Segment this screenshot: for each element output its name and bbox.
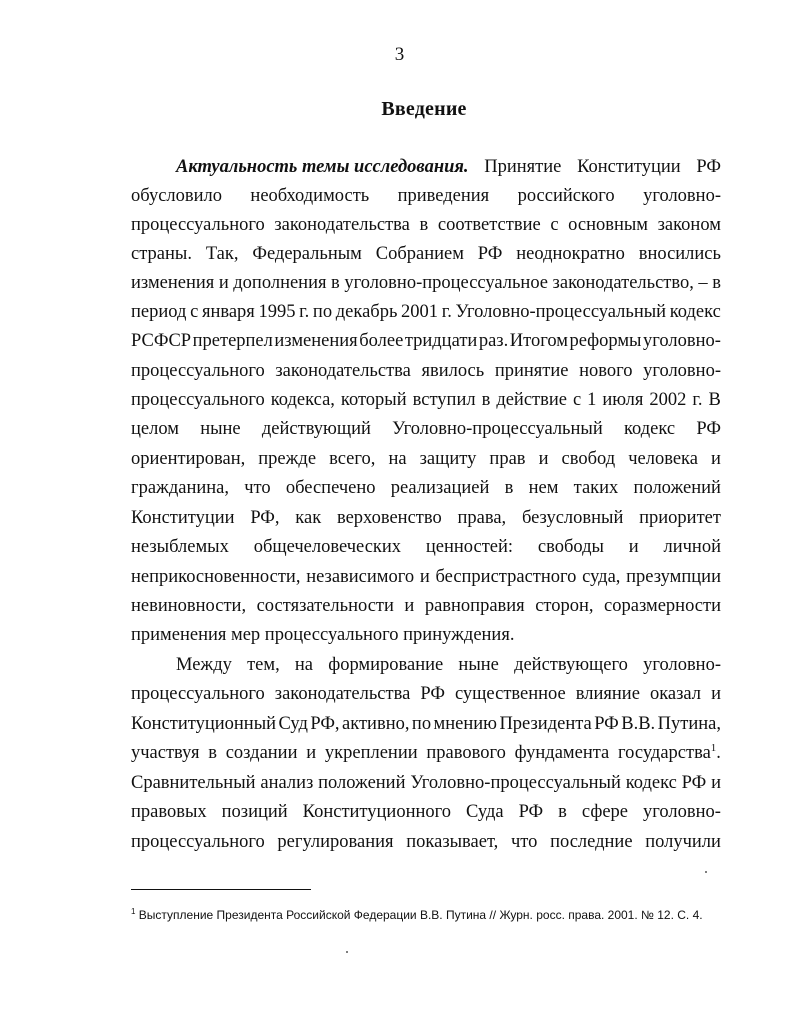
word: законодательство,	[552, 273, 694, 293]
word: что	[244, 478, 271, 498]
word: неоднократно	[516, 244, 625, 264]
word: страны.	[131, 244, 192, 264]
paragraph-1-line-8	[131, 360, 721, 382]
word: и	[306, 743, 317, 763]
word: изменения	[131, 273, 215, 293]
paragraph-1-line-10	[131, 418, 721, 440]
page-number: 3	[394, 44, 405, 65]
word: презумпции	[626, 567, 721, 587]
word: влияние	[575, 684, 640, 704]
word: РФ,	[310, 714, 340, 734]
word: в	[208, 743, 217, 763]
word: Итогом	[509, 331, 568, 351]
word: позиций	[221, 802, 288, 822]
word: незыблемых	[131, 537, 229, 557]
word: создании	[225, 743, 298, 763]
word: Конституции	[577, 157, 681, 177]
footnote-divider	[131, 889, 311, 890]
word: невиновности,	[131, 596, 247, 616]
word: июля	[602, 390, 644, 410]
word: нем	[528, 478, 559, 498]
word: 2001	[401, 302, 439, 322]
word: 2002	[649, 390, 687, 410]
word: основным	[568, 215, 648, 235]
word: уголовно-	[643, 655, 721, 675]
paragraph-1-line-4	[131, 243, 721, 265]
word: личной	[663, 537, 721, 557]
word: раз.	[478, 331, 509, 351]
word: РФ,	[250, 508, 280, 528]
word: правовых	[131, 802, 207, 822]
word: и	[711, 449, 721, 469]
word: действие	[496, 390, 567, 410]
paragraph-2-line-2	[131, 683, 721, 705]
word: процессуального	[131, 832, 265, 852]
word: ныне	[200, 419, 241, 439]
word: процессуального	[131, 684, 265, 704]
word: защиту	[419, 449, 477, 469]
word: Уголовно-процессуальный	[455, 302, 667, 322]
word: положений	[318, 773, 406, 793]
word: в	[504, 478, 514, 498]
word: уголовно-	[643, 361, 721, 381]
word: ориентирован,	[131, 449, 246, 469]
word: Суда	[466, 802, 504, 822]
word: прежде	[258, 449, 317, 469]
word: В.В.	[621, 714, 656, 734]
word: соразмерности	[604, 596, 721, 616]
word: в	[331, 273, 340, 293]
word: реформы	[569, 331, 642, 351]
word: получили	[645, 832, 721, 852]
word: по	[411, 714, 432, 734]
word: приоритет	[639, 508, 721, 528]
word: РСФСР	[131, 331, 192, 351]
paragraph-1-line-6	[131, 301, 721, 323]
word: формирование	[328, 655, 444, 675]
word: по	[312, 302, 333, 322]
word: Принятие	[484, 157, 562, 177]
word: изменения	[274, 331, 358, 351]
word: РФ	[594, 714, 619, 734]
word: и	[711, 773, 721, 793]
word: неприкосновенности,	[131, 567, 301, 587]
word: уголовно-	[642, 802, 721, 822]
word: Конституционный	[131, 714, 277, 734]
word: нового	[579, 361, 633, 381]
word: вступил	[412, 390, 476, 410]
word: Суд	[278, 714, 308, 734]
word: мнению	[433, 714, 497, 734]
paragraph-2-line-5	[131, 772, 721, 794]
scan-speck	[705, 871, 707, 873]
word: с	[190, 302, 199, 322]
word: вносились	[638, 244, 721, 264]
word: РФ	[477, 244, 503, 264]
word: и	[538, 449, 549, 469]
word: существенное	[454, 684, 566, 704]
word: В	[708, 390, 721, 410]
word: Уголовно-процессуальный	[410, 773, 621, 793]
word: РФ	[696, 157, 721, 177]
word: в	[558, 802, 567, 822]
paragraph-1-line-16	[131, 595, 721, 617]
word: равноправия	[424, 596, 525, 616]
word: кодекс	[669, 302, 721, 322]
word: ценностей:	[425, 537, 514, 557]
word: РФ	[696, 419, 721, 439]
footnote	[131, 907, 731, 923]
word: г.	[441, 302, 452, 322]
word: государства	[618, 743, 711, 763]
paragraph-2-line-1	[176, 654, 721, 676]
word: что	[510, 832, 538, 852]
word: действующего	[514, 655, 628, 675]
word: правового	[426, 743, 506, 763]
word: уголовно-процессуальное	[344, 273, 549, 293]
word: процессуального	[131, 215, 265, 235]
word: тридцати	[404, 331, 478, 351]
paragraph-1-line-12	[131, 477, 721, 499]
bold-lead: Актуальность темы исследования.	[176, 157, 469, 177]
word: гражданина,	[131, 478, 229, 498]
word: РФ	[681, 773, 707, 793]
word-with-footnote	[618, 742, 721, 764]
paragraph-2-line-7	[131, 831, 721, 853]
word: процессуального	[131, 361, 265, 381]
word: Конституционного	[302, 802, 452, 822]
word: уголовно-	[643, 186, 721, 206]
word: Конституции	[131, 508, 235, 528]
paragraph-1-line-2	[131, 185, 721, 207]
word: и	[218, 273, 229, 293]
word: с	[572, 390, 582, 410]
paragraph-1-line-3	[131, 214, 721, 236]
word: г.	[299, 302, 310, 322]
word: российского	[517, 186, 615, 206]
footnote-marker: 1	[131, 907, 136, 916]
word: Путина,	[657, 714, 721, 734]
word: реализацией	[390, 478, 490, 498]
word: –	[698, 273, 708, 293]
paragraph-1-line-11	[131, 448, 721, 470]
word: суда,	[582, 567, 621, 587]
word: законодательства	[275, 361, 411, 381]
footnote-ref: 1	[710, 741, 717, 754]
word: законом	[657, 215, 721, 235]
word: Собранием	[375, 244, 464, 264]
word: принятие	[494, 361, 569, 381]
word: последние	[550, 832, 633, 852]
paragraph-1-line-15	[131, 566, 721, 588]
paragraph-1-line-13	[131, 507, 721, 529]
word: законодательства	[274, 215, 410, 235]
word: января	[201, 302, 255, 322]
word: в	[712, 273, 721, 293]
word: участвуя	[131, 743, 200, 763]
word: декабрь	[335, 302, 398, 322]
word: таких	[573, 478, 619, 498]
word: с	[550, 215, 559, 235]
word: фундамента	[514, 743, 610, 763]
word: явилось	[421, 361, 485, 381]
paragraph-1-line-17: применения мер процессуального принуждения.	[131, 625, 515, 645]
word: анализ	[260, 773, 314, 793]
word: тем,	[247, 655, 280, 675]
paragraph-1-line-7	[131, 330, 721, 352]
word: который	[340, 390, 407, 410]
word: на	[388, 449, 407, 469]
word: РФ	[420, 684, 445, 704]
word: безусловный	[521, 508, 624, 528]
word: действующий	[261, 419, 371, 439]
word: оказал	[649, 684, 702, 704]
word: регулирования	[277, 832, 394, 852]
paragraph-1-line-1	[176, 156, 721, 178]
word: и	[419, 567, 430, 587]
footnote-text: Выступление Президента Российской Федерации В.В. Путина // Журн. росс. права. 2001. № 12. С. 4.	[135, 908, 703, 922]
word: в	[481, 390, 491, 410]
word: 1	[587, 390, 597, 410]
word: положений	[633, 478, 721, 498]
word: целом	[131, 419, 179, 439]
word: Между	[176, 655, 232, 675]
paragraph-1-line-9	[131, 389, 721, 411]
word: необходимость	[250, 186, 370, 206]
page-heading: Введение	[381, 98, 467, 120]
word: более	[359, 331, 404, 351]
word: всего,	[329, 449, 376, 469]
word: и	[404, 596, 415, 616]
word: в	[419, 215, 429, 235]
word: Уголовно-процессуальный	[392, 419, 603, 439]
word: на	[294, 655, 314, 675]
word: свобод	[561, 449, 616, 469]
word: состязательности	[256, 596, 394, 616]
word: сторон,	[535, 596, 594, 616]
word: 1995	[258, 302, 296, 322]
word: независимого	[306, 567, 415, 587]
word: прав	[489, 449, 526, 469]
word: законодательства	[274, 684, 411, 704]
word: активно,	[342, 714, 410, 734]
word: общечеловеческих	[253, 537, 402, 557]
word: обусловило	[131, 186, 223, 206]
scan-speck	[346, 951, 348, 953]
paragraph-1-line-5	[131, 272, 721, 294]
word: обеспечено	[285, 478, 376, 498]
word: кодекса,	[270, 390, 335, 410]
paragraph-1-line-14	[131, 536, 721, 558]
word: Сравнительный	[131, 773, 256, 793]
word: РФ	[518, 802, 544, 822]
word: верховенство	[336, 508, 442, 528]
word: как	[295, 508, 322, 528]
paragraph-2-line-6	[131, 801, 721, 823]
word: права,	[457, 508, 507, 528]
word: г.	[692, 390, 703, 410]
word: кодекс	[625, 773, 677, 793]
word: и	[711, 684, 721, 704]
word: человека	[628, 449, 698, 469]
word: период	[131, 302, 187, 322]
word: кодекс	[623, 419, 676, 439]
word: уголовно-	[643, 331, 721, 351]
word: и	[628, 537, 639, 557]
period: .	[716, 743, 721, 763]
word: свободы	[537, 537, 604, 557]
word: процессуального	[131, 390, 265, 410]
paragraph-2-line-4	[131, 742, 721, 764]
word: приведения	[397, 186, 490, 206]
word: соответствие	[437, 215, 541, 235]
word: беспристрастного	[435, 567, 577, 587]
word: Федеральным	[252, 244, 362, 264]
word: сфере	[581, 802, 628, 822]
paragraph-2-line-3	[131, 713, 721, 735]
word: показывает,	[406, 832, 499, 852]
word: укреплении	[324, 743, 418, 763]
word: Президента	[499, 714, 592, 734]
word: дополнения	[233, 273, 327, 293]
word: претерпел	[192, 331, 273, 351]
word: Так,	[205, 244, 239, 264]
word: ныне	[458, 655, 499, 675]
